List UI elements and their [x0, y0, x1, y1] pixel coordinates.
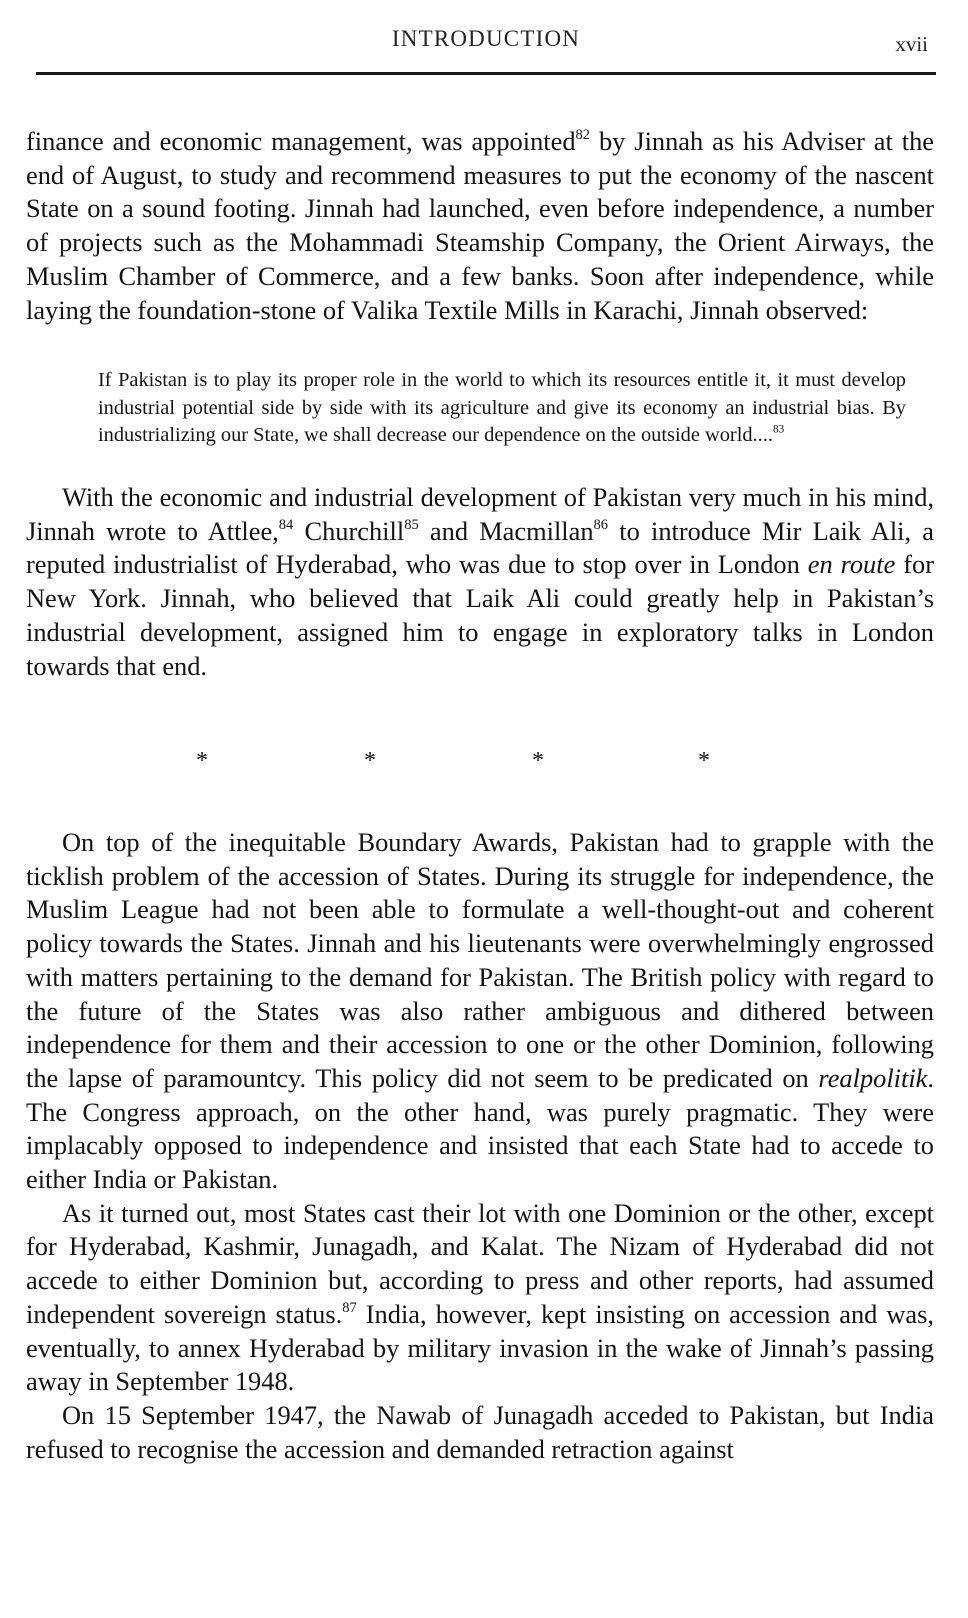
paragraph-accession-of-states: On top of the inequitable Boundary Awards, Pakistan had to grapple with the ticklish problem of the accession of States. During its struggle for independence, the Muslim League had not been able to formulate a well-thought-out and coherent policy towards the States. Jinnah and his lieutenants were overwhelmingly engrossed with matters pertaining to the demand for Pakistan. The British policy with regard to the future of the States was also rather ambiguous and dithered between independence for them and their accession to one or the other Dominion, following the lapse of paramountcy. This policy did not seem to be predicated on realpolitik. The Congress approach, on the other hand, was purely pragmatic. They were implacably opposed to independence and insisted that each State had to accede to either India or Pakistan.: [26, 827, 934, 1195]
footnote-ref-86: 86: [593, 516, 609, 533]
text-block-states: [26, 826, 934, 1466]
paragraph-financial-adviser: finance and economic management, was appointed$^{82}$ by Jinnah as his Adviser at the end of August, to study and recommend measures to put the economy of the nascent State on a sound footing. Jinnah had launched, even before independence, a number of projects such as the Mohammadi Steamship Company, the Orient Airways, the Muslim Chamber of Commerce, and a few banks. Soon after independence, while laying the foundation-stone of Valika Textile Mills in Karachi, Jinnah observed:: [26, 126, 935, 325]
text-block-top: [26, 125, 934, 327]
header-rule: [36, 72, 936, 75]
block-quote: [98, 367, 906, 450]
footnote-ref-82: 82: [575, 127, 591, 144]
page-header: [36, 26, 936, 56]
footnote-ref-83: 83: [772, 423, 785, 436]
page-number: xvii: [895, 32, 928, 56]
footnote-ref-84: 84: [278, 516, 294, 533]
separator-star: *: [532, 748, 544, 774]
separator-star: *: [364, 748, 376, 774]
paragraph-junagadh: On 15 September 1947, the Nawab of Junagadh acceded to Pakistan, but India refused to recognise the accession and demanded retraction against: [26, 1399, 934, 1464]
footnote-ref-85: 85: [404, 516, 419, 533]
text-block-laik-ali: [26, 481, 934, 683]
running-title: INTRODUCTION: [391, 26, 581, 51]
paragraph-hyderabad: As it turned out, most States cast their lot with one Dominion or the other, except for Hyderabad, Kashmir, Junagadh, and Kalat. The Nizam of Hyderabad did not accede to either Dominion but, according to press and other reports, had assumed independent sovereign status.$^{87}$ India, however, kept insisting on accession and was, eventually, to annex Hyderabad by military invasion in the wake of Jinnah’s passing away in September 1948.: [26, 1197, 935, 1397]
italic-realpolitik: realpolitik: [818, 1062, 928, 1093]
separator-star: *: [698, 748, 710, 774]
paragraph-laik-ali: With the economic and industrial development of Pakistan very much in his mind, Jinnah wrote to Attlee,$^{84}$ Churchill$^{85}$ and Macmillan$^{86}$ to introduce Mir Laik Ali, a reputed industrialist of Hyderabad, who was due to stop over in London en route for New York. Jinnah, who believed that Laik Ali could greatly help in Pakistan’s industrial development, assigned him to engage in exploratory talks in London towards that end.: [26, 482, 935, 681]
quote-paragraph: If Pakistan is to play its proper role in the world to which its resources entitle it, it must develop industrial potential side by side with its agriculture and give its economy an industrial bias. By industrializing our State, we shall decrease our dependence on the outside world....$^{83}$: [98, 369, 906, 446]
footnote-ref-87: 87: [342, 1299, 357, 1316]
italic-en-route: en route: [807, 549, 896, 580]
section-separator: [0, 748, 968, 778]
separator-star: *: [196, 748, 208, 774]
